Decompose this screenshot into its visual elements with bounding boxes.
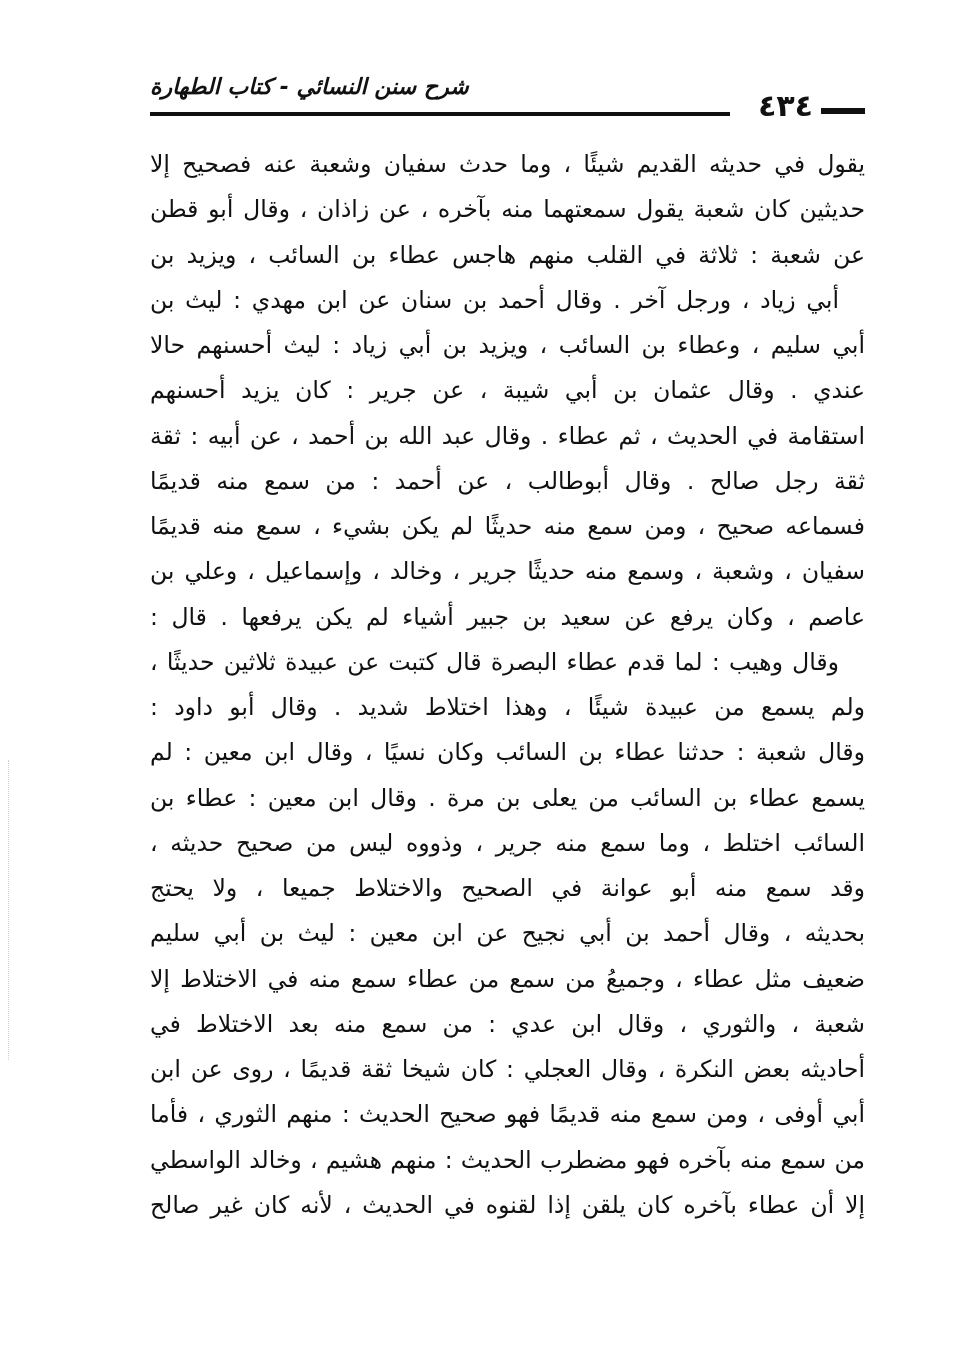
header-rule [150,112,730,116]
text-line: ضعيف مثل عطاء ، وجميعُ من سمع من عطاء سمع منه في الاختلاط إلا [150,964,865,993]
text-line: شعبة ، والثوري ، وقال ابن عدي : من سمع منه بعد الاختلاط في [150,1009,865,1038]
text-line: عندي . وقال عثمان بن أبي شيبة ، عن جرير : كان يزيد أحسنهم [150,376,865,405]
text-line: أبي سليم ، وعطاء بن السائب ، ويزيد بن أبي زياد : ليث أحسنهم حالا [150,331,865,359]
text-line: وقال شعبة : حدثنا عطاء بن السائب وكان نسيًا ، وقال ابن معين : لم [150,738,865,767]
text-line: عاصم ، وكان يرفع عن سعيد بن جبير أشياء لم يكن يرفعها . قال : [150,602,865,631]
running-title: شرح سنن النسائي - كتاب الطهارة [150,75,469,100]
scan-margin-marks [8,760,11,1060]
page-header [150,68,865,124]
text-line: إلا أن عطاء بآخره كان يلقن إذا لقنوه في الحديث ، لأنه كان غير صالح [150,1190,865,1219]
text-line: فسماعه صحيح ، ومن سمع منه حديثًا لم يكن بشيء ، سمع منه قديمًا [150,512,865,540]
text-line: من سمع منه بآخره فهو مضطرب الحديث : منهم هشيم ، وخالد الواسطي [150,1145,865,1174]
text-line: يسمع عطاء بن السائب من يعلى بن مرة . وقال ابن معين : عطاء بن [150,783,865,812]
text-line: عن شعبة : ثلاثة في القلب منهم هاجس عطاء بن السائب ، ويزيد بن [150,240,865,269]
text-line: أبي أوفى ، ومن سمع منه قديمًا فهو صحيح الحديث : منهم الثوري ، فأما [150,1100,865,1129]
text-line: وقد سمع منه أبو عوانة في الصحيح والاختلاط جميعا ، ولا يحتج [150,874,865,902]
text-line: ثقة رجل صالح . وقال أبوطالب ، عن أحمد : من سمع منه قديمًا [150,466,865,495]
text-line: حديثين كان شعبة يقول سمعتهما منه بآخره ، عن زاذان ، وقال أبو قطن [150,195,865,224]
page-number: ٤٣٤ [758,89,813,124]
text-line: استقامة في الحديث ، ثم عطاء . وقال عبد الله بن أحمد ، عن أبيه : ثقة [150,421,865,450]
header-dash [821,108,865,114]
text-line: أحاديثه بعض النكرة ، وقال العجلي : كان شيخا ثقة قديمًا ، روى عن ابن [150,1055,865,1083]
text-line: يقول في حديثه القديم شيئًا ، وما حدث سفيان وشعبة عنه فصحيح إلا [150,150,865,178]
text-line: ولم يسمع من عبيدة شيئًا ، وهذا اختلاط شديد . وقال أبو داود : [150,693,865,721]
text-line: بحديثه ، وقال أحمد بن أبي نجيح عن ابن معين : ليث بن أبي سليم [150,919,865,948]
body-text [150,142,865,1228]
text-line: وقال وهيب : لما قدم عطاء البصرة قال كتبت عن عبيدة ثلاثين حديثًا ، [150,647,839,676]
text-line: أبي زياد ، ورجل آخر . وقال أحمد بن سنان عن ابن مهدي : ليث بن [150,285,839,314]
text-line: سفيان ، وشعبة ، وسمع منه حديثًا جرير ، وخالد ، وإسماعيل ، وعلي بن [150,557,865,586]
text-line: السائب اختلط ، وما سمع منه جرير ، وذووه ليس من صحيح حديثه ، [150,828,865,857]
